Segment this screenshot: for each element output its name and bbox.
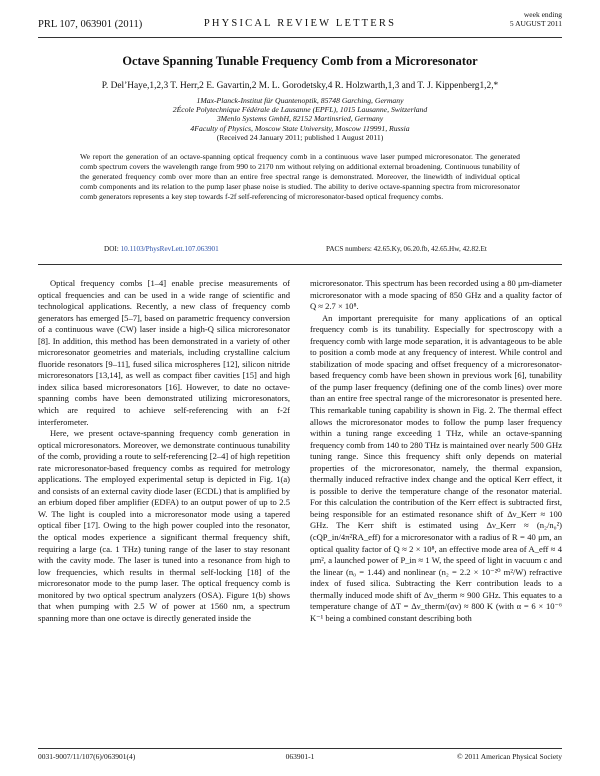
doi-link[interactable]: 10.1103/PhysRevLett.107.063901 (120, 245, 219, 253)
journal-reference: PRL 107, 063901 (2011) (38, 19, 143, 30)
paragraph: An important prerequisite for many applications of an optical frequency comb is its tunability. Especially for spectroscopy with a frequency comb with large mode separation, it is advantageous to be able to position a comb mode at any frequency of interest. While control and stabilization of mode spacing and offset frequency of a microresonator-based frequency comb have been shown in previous work [6], tunability of the pump laser frequency (defining one of the comb lines) over more than an entire free spectral range of the microresonator is presented here. This remarkable tuning capability is shown in Fig. 2. The thermal effect allows the microresonator modes to follow the pump laser frequency within a tuning range exceeding 1 THz, while an octave-spanning frequency comb from 140 to 280 THz is maintained over nearly 500 GHz tuning range. Since this frequency shift only depends on material properties of the microresonator, namely, the thermal expansion, thermally induced refractive index change and the optical Kerr effect, it is possible to derive the temperature change of the resonator material. For this calculation the contribution of the Kerr effect is subtracted first, being responsible for an estimated resonance shift of Δν_Kerr ≈ 100 GHz. The Kerr shift is estimated using Δν_Kerr ≈ (n₂/n₀²)(cQP_in/4π²RA_eff) for a microresonator with a radius of R = 40 μm, an optical quality factor of Q ≈ 2 × 10⁸, an effective mode area of A_eff ≈ 4 μm², a launched power of P_in ≈ 1 W, the speed of light in vacuum c and the linear (n₀ = 1.44) and nonlinear (n₂ = 2.2 × 10⁻²⁰ m²/W) refractive index of fused silica. Subtracting the Kerr contribution leads to a thermally induced mode shift of Δν_therm ≈ 900 GHz. This equates to a temperature change of ΔT = Δν_therm/(αν) ≈ 800 K (with α = 6 × 10⁻⁶ K⁻¹ being a combined constant describing both (310, 312, 562, 623)
paragraph: microresonator. This spectrum has been recorded using a 80 μm-diameter microresonator with a mode spacing of 850 GHz and a quality factor of Q ≈ 2.7 × 10⁸. (310, 278, 562, 312)
doi-line (104, 245, 219, 253)
article-code: 0031-9007/11/107(6)/063901(4) (38, 752, 136, 761)
received-dates: (Received 24 January 2011; published 1 August 2011) (216, 132, 384, 142)
affiliation-4: 4Faculty of Physics, Moscow State University, Moscow 119991, Russia (190, 123, 410, 133)
abstract-rule (38, 264, 562, 265)
right-column (310, 278, 562, 624)
footer-rule (38, 748, 562, 749)
left-column (38, 278, 290, 624)
affiliation-1: 1Max-Planck-Institut für Quantenoptik, 85748 Garching, Germany (196, 96, 404, 105)
week-date: 5 AUGUST 2011 (509, 19, 562, 28)
paper-title: Octave Spanning Tunable Frequency Comb from a Microresonator (122, 54, 478, 68)
issue-date (510, 10, 562, 28)
affiliation-2: 2École Polytechnique Fédérale de Lausanne (EPFL), 1015 Lausanne, Switzerland (172, 105, 428, 115)
week-label: week ending (523, 10, 562, 19)
author-list: P. Del’Haye,1,2,3 T. Herr,2 E. Gavartin,2 M. L. Gorodetsky,4 R. Holzwarth,1,3 and T. J. Kippenberg1,2,* (101, 81, 499, 91)
paragraph: Here, we present octave-spanning frequency comb generation in optical microresonators. Moreover, we demonstrate continuous tunability of the comb, providing a route to self-referencing [2–4] of high repetition rate microresonator-based frequency combs as required for metrology applications. The employed experimental setup is depicted in Fig. 1(a) and consists of an external cavity diode laser (ECDL) that is amplified by an erbium doped fiber amplifier (EDFA) to an output power of up to 2.5 W. The light is coupled into a microresonator mode using a tapered optical fiber [17]. Owing to the high power coupled into the resonator, the optical modes experience a significant thermal frequency shift, requiring a large (ca. 1 THz) tuning range of the laser to stay resonant with the cavity mode. The laser is tuned into a resonance from high to low frequencies, which results in thermal self-locking [18] of the microresonator mode to the pump laser. The optical frequency comb is monitored by two optical spectrum analyzers (OSA). Figure 1(b) shows that when pumping with 2.5 W of power at 1560 nm, a spectrum spanning more than one octave is directly generated inside the (38, 428, 290, 623)
pacs-numbers: PACS numbers: 42.65.Ky, 06.20.fb, 42.65.Hw, 42.82.Et (326, 245, 487, 253)
paragraph: Optical frequency combs [1–4] enable precise measurements of optical frequencies and can be used in a wide range of scientific and technological applications. Recently, a new class of frequency comb generators has emerged [5–7], based on parametric frequency conversion of a continuous wave (CW) laser inside a high-Q silica microresonator [8]. In addition, this method has been demonstrated in a variety of other microresonator geometries and materials, including crystalline calcium fluoride resonators [9–11], fused silica microspheres [12], silicon nitride microresonators [13,14], as well as compact fiber cavities [15] and high index silica based microresonators [16]. However, to date no octave-spanning combs have been demonstrated utilizing microresonators, which are required to achieve self-referencing with an f-2f interferometer. (38, 278, 290, 427)
doi-label: DOI: (104, 245, 121, 253)
affiliation-3: 3Menlo Systems GmbH, 82152 Martinsried, Germany (216, 114, 384, 124)
abstract: We report the generation of an octave-spanning optical frequency comb in a continuous wave laser pumped microresonator. The generated comb spectrum covers the wavelength range from 990 to 2170 nm without relying on additional external broadening. Continuous tunability of the generated frequency comb over more than an entire free spectral range is demonstrated. Moreover, the linewidth of individual optical comb components and its relation to the pump laser phase noise is studied. The ability to derive octave-spanning spectra from microresonator comb generators represents a key step towards f-2f self-referencing of microresonator-based optical frequency combs. (80, 152, 520, 202)
running-header (38, 10, 562, 36)
copyright: © 2011 American Physical Society (457, 752, 562, 761)
journal-name: PHYSICAL REVIEW LETTERS (203, 18, 397, 29)
affiliations (38, 96, 562, 142)
header-rule (38, 37, 562, 38)
page-number: 063901-1 (285, 752, 315, 761)
